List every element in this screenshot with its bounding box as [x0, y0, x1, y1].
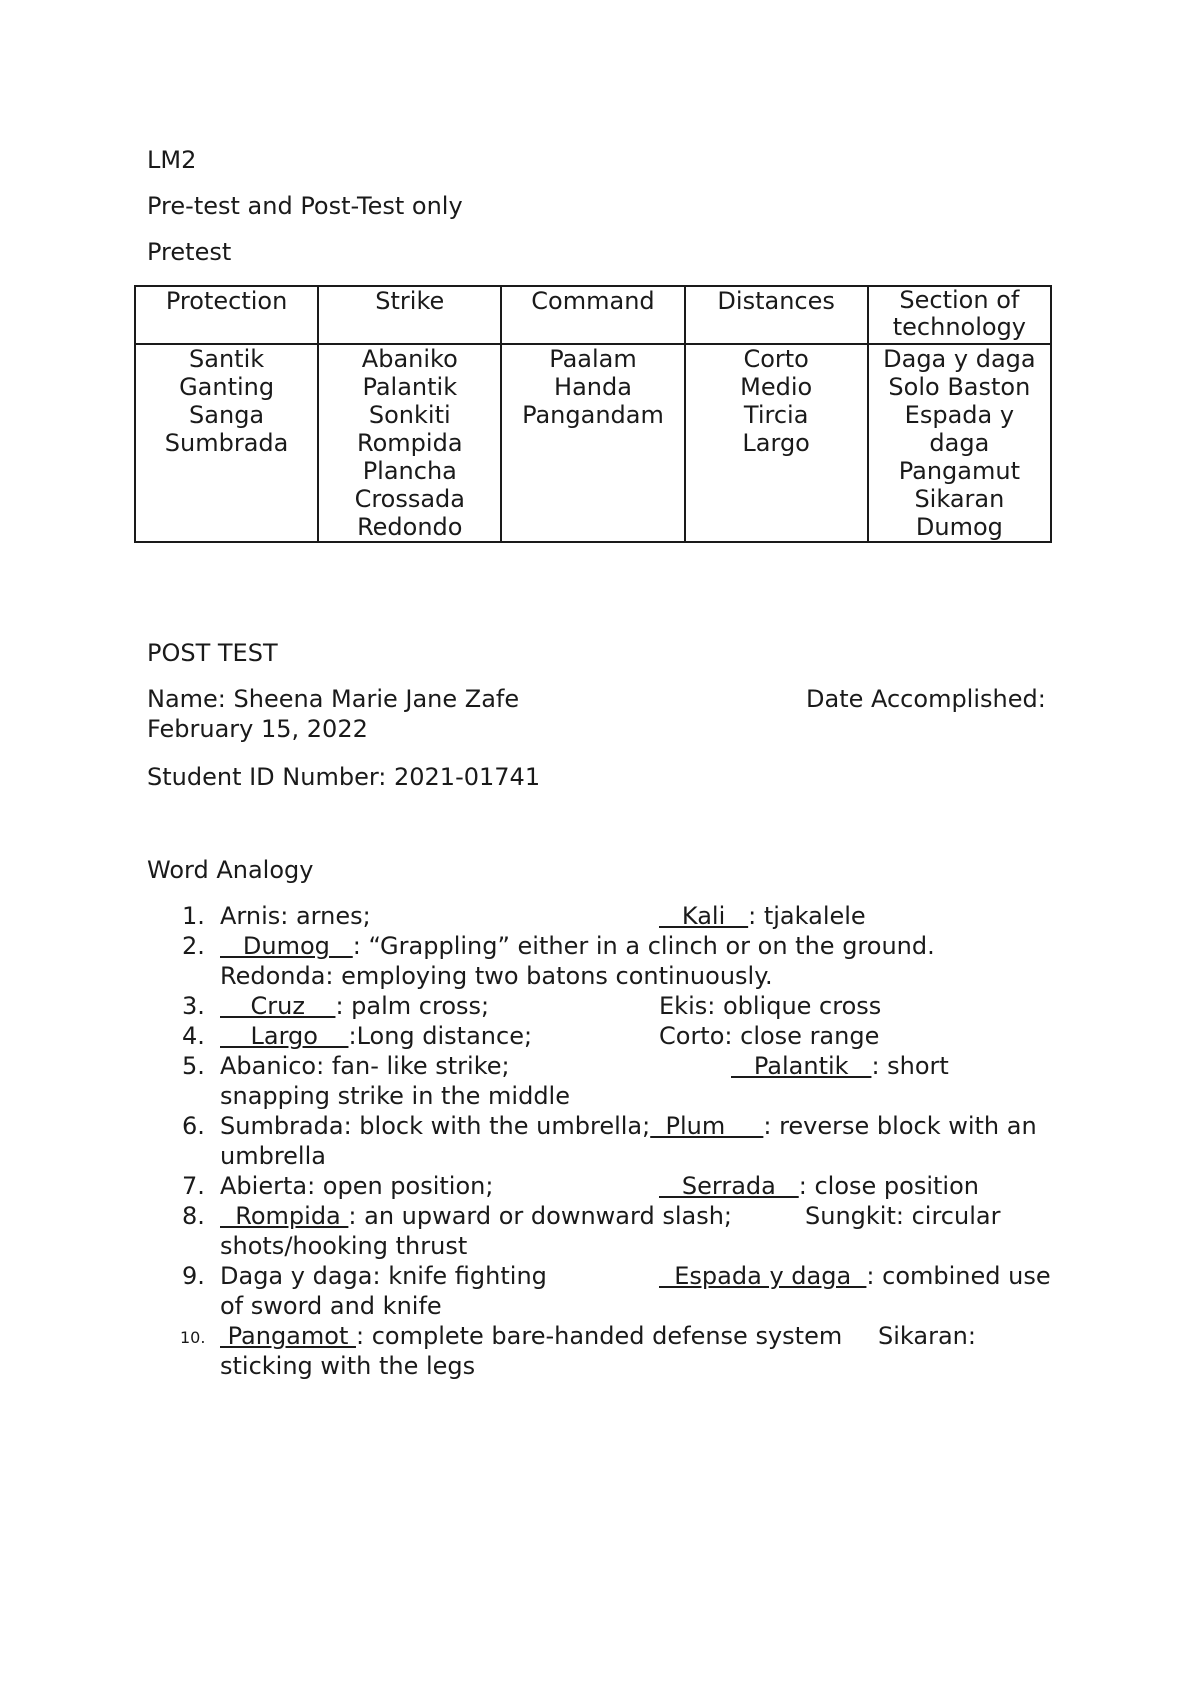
name-row: [147, 684, 1052, 714]
answer-blank: Palantik: [731, 1052, 872, 1080]
cell-item: Paalam: [549, 345, 637, 373]
pretest-table: [134, 285, 1052, 543]
item-number: 9.: [182, 1262, 205, 1290]
item-text-continued: Redonda: employing two batons continuously.: [220, 962, 773, 990]
item-answer-group: [220, 1321, 842, 1351]
cell-item: Largo: [742, 429, 810, 457]
table-header-row: [135, 286, 1051, 344]
cell-item: Medio: [740, 373, 813, 401]
date-value: February 15, 2022: [147, 715, 368, 743]
item-text: : complete bare-handed defense system: [355, 1322, 843, 1350]
answer-blank: Kali: [659, 902, 749, 930]
item-answer-group: [659, 901, 866, 931]
cell-item: Redondo: [357, 513, 463, 541]
cell-item: Ganting: [179, 373, 275, 401]
item-answer-group: [659, 1171, 979, 1201]
item-text: : palm cross;: [335, 992, 490, 1020]
item-answer-group: [731, 1051, 949, 1081]
table-cell-technology: [868, 344, 1051, 542]
item-number: 1.: [182, 902, 205, 930]
cell-item: daga: [929, 429, 990, 457]
item-text: : an upward or downward slash;: [348, 1202, 733, 1230]
item-text: Corto: close range: [659, 1022, 880, 1050]
answer-blank: Largo: [220, 1022, 349, 1050]
module-label: LM2: [147, 146, 197, 174]
item-number: 8.: [182, 1202, 205, 1230]
column-header-text: Section of technology: [892, 286, 1026, 341]
cell-item: Pangamut: [898, 457, 1020, 485]
cell-item: Dumog: [915, 513, 1003, 541]
cell-item: Daga y daga: [883, 345, 1036, 373]
answer-blank: Rompida: [220, 1202, 349, 1230]
item-answer-group: [220, 1201, 732, 1231]
cell-item: Crossada: [354, 485, 465, 513]
answer-blank: Cruz: [220, 992, 336, 1020]
item-text: : “Grappling” either in a clinch or on the ground.: [352, 932, 935, 960]
cell-item: Abaniko: [361, 345, 458, 373]
item-text-continued: snapping strike in the middle: [220, 1082, 570, 1110]
item-number: 2.: [182, 932, 205, 960]
answer-blank: Espada y daga: [659, 1262, 867, 1290]
document-subtitle: Pre-test and Post-Test only: [147, 192, 463, 220]
item-text-continued: shots/hooking thrust: [220, 1232, 468, 1260]
item-text: Sumbrada: block with the umbrella;: [220, 1112, 651, 1140]
item-number: 7.: [182, 1172, 205, 1200]
answer-blank: Dumog: [220, 932, 353, 960]
answer-blank: Pangamot: [220, 1322, 356, 1350]
item-text-continued: umbrella: [220, 1142, 326, 1170]
cell-item: Plancha: [362, 457, 457, 485]
list-item: [0, 1021, 1100, 1051]
cell-item: Espada y: [904, 401, 1015, 429]
item-answer-group: [220, 991, 489, 1021]
answer-blank: Plum: [650, 1112, 764, 1140]
item-text: : close position: [798, 1172, 979, 1200]
table-cell-strike: [318, 344, 501, 542]
item-answer-group: [220, 1111, 1037, 1141]
item-number: 10.: [180, 1328, 206, 1347]
column-header: Protection: [135, 286, 318, 344]
column-header: Strike: [318, 286, 501, 344]
item-text: Ekis: oblique cross: [659, 992, 882, 1020]
list-item: [0, 1321, 1100, 1381]
item-number: 6.: [182, 1112, 205, 1140]
item-number: 3.: [182, 992, 205, 1020]
item-text: Abierta: open position;: [220, 1172, 494, 1200]
item-answer-group: [220, 931, 935, 961]
list-item: [0, 1111, 1100, 1171]
item-answer-group: [659, 1261, 1051, 1291]
cell-item: Sumbrada: [164, 429, 289, 457]
item-text-continued: sticking with the legs: [220, 1352, 476, 1380]
student-id: Student ID Number: 2021-01741: [147, 763, 541, 791]
student-name: Name: Sheena Marie Jane Zafe: [147, 685, 520, 713]
date-label: Date Accomplished:: [806, 685, 1046, 713]
table-cell-command: [501, 344, 684, 542]
item-answer-group: [220, 1021, 532, 1051]
list-item: [0, 1051, 1100, 1111]
cell-item: Palantik: [362, 373, 458, 401]
list-item: [0, 1171, 1100, 1201]
item-text: :Long distance;: [348, 1022, 533, 1050]
answer-blank: Serrada: [659, 1172, 799, 1200]
column-header: [868, 286, 1051, 344]
item-text: Abanico: fan- like strike;: [220, 1052, 510, 1080]
cell-item: Pangandam: [522, 401, 664, 429]
list-item: [0, 991, 1100, 1021]
item-text: Sikaran:: [878, 1322, 976, 1350]
list-item: [0, 931, 1100, 991]
cell-item: Solo Baston: [888, 373, 1031, 401]
item-number: 4.: [182, 1022, 205, 1050]
cell-item: Tircia: [743, 401, 809, 429]
cell-item: Sonkiti: [368, 401, 451, 429]
pretest-label: Pretest: [147, 238, 232, 266]
cell-item: Handa: [554, 373, 632, 401]
item-text-continued: of sword and knife: [220, 1292, 442, 1320]
cell-item: Santik: [189, 345, 265, 373]
item-text: : combined use: [866, 1262, 1051, 1290]
item-text: : short: [871, 1052, 949, 1080]
word-analogy-title: Word Analogy: [147, 856, 314, 884]
item-text: Daga y daga: knife fighting: [220, 1262, 547, 1290]
table-row: [135, 344, 1051, 542]
column-header: Distances: [685, 286, 868, 344]
list-item: [0, 1201, 1100, 1261]
cell-item: Corto: [743, 345, 809, 373]
item-text: Arnis: arnes;: [220, 902, 371, 930]
cell-item: Sikaran: [914, 485, 1005, 513]
list-item: [0, 1261, 1100, 1321]
table-cell-protection: [135, 344, 318, 542]
column-header: Command: [501, 286, 684, 344]
table-cell-distances: [685, 344, 868, 542]
post-test-title: POST TEST: [147, 639, 278, 667]
item-text: : tjakalele: [748, 902, 866, 930]
cell-item: Sanga: [189, 401, 265, 429]
item-text: : reverse block with an: [763, 1112, 1037, 1140]
item-number: 5.: [182, 1052, 205, 1080]
item-text: Sungkit: circular: [805, 1202, 1001, 1230]
list-item: [0, 901, 1100, 931]
cell-item: Rompida: [357, 429, 463, 457]
